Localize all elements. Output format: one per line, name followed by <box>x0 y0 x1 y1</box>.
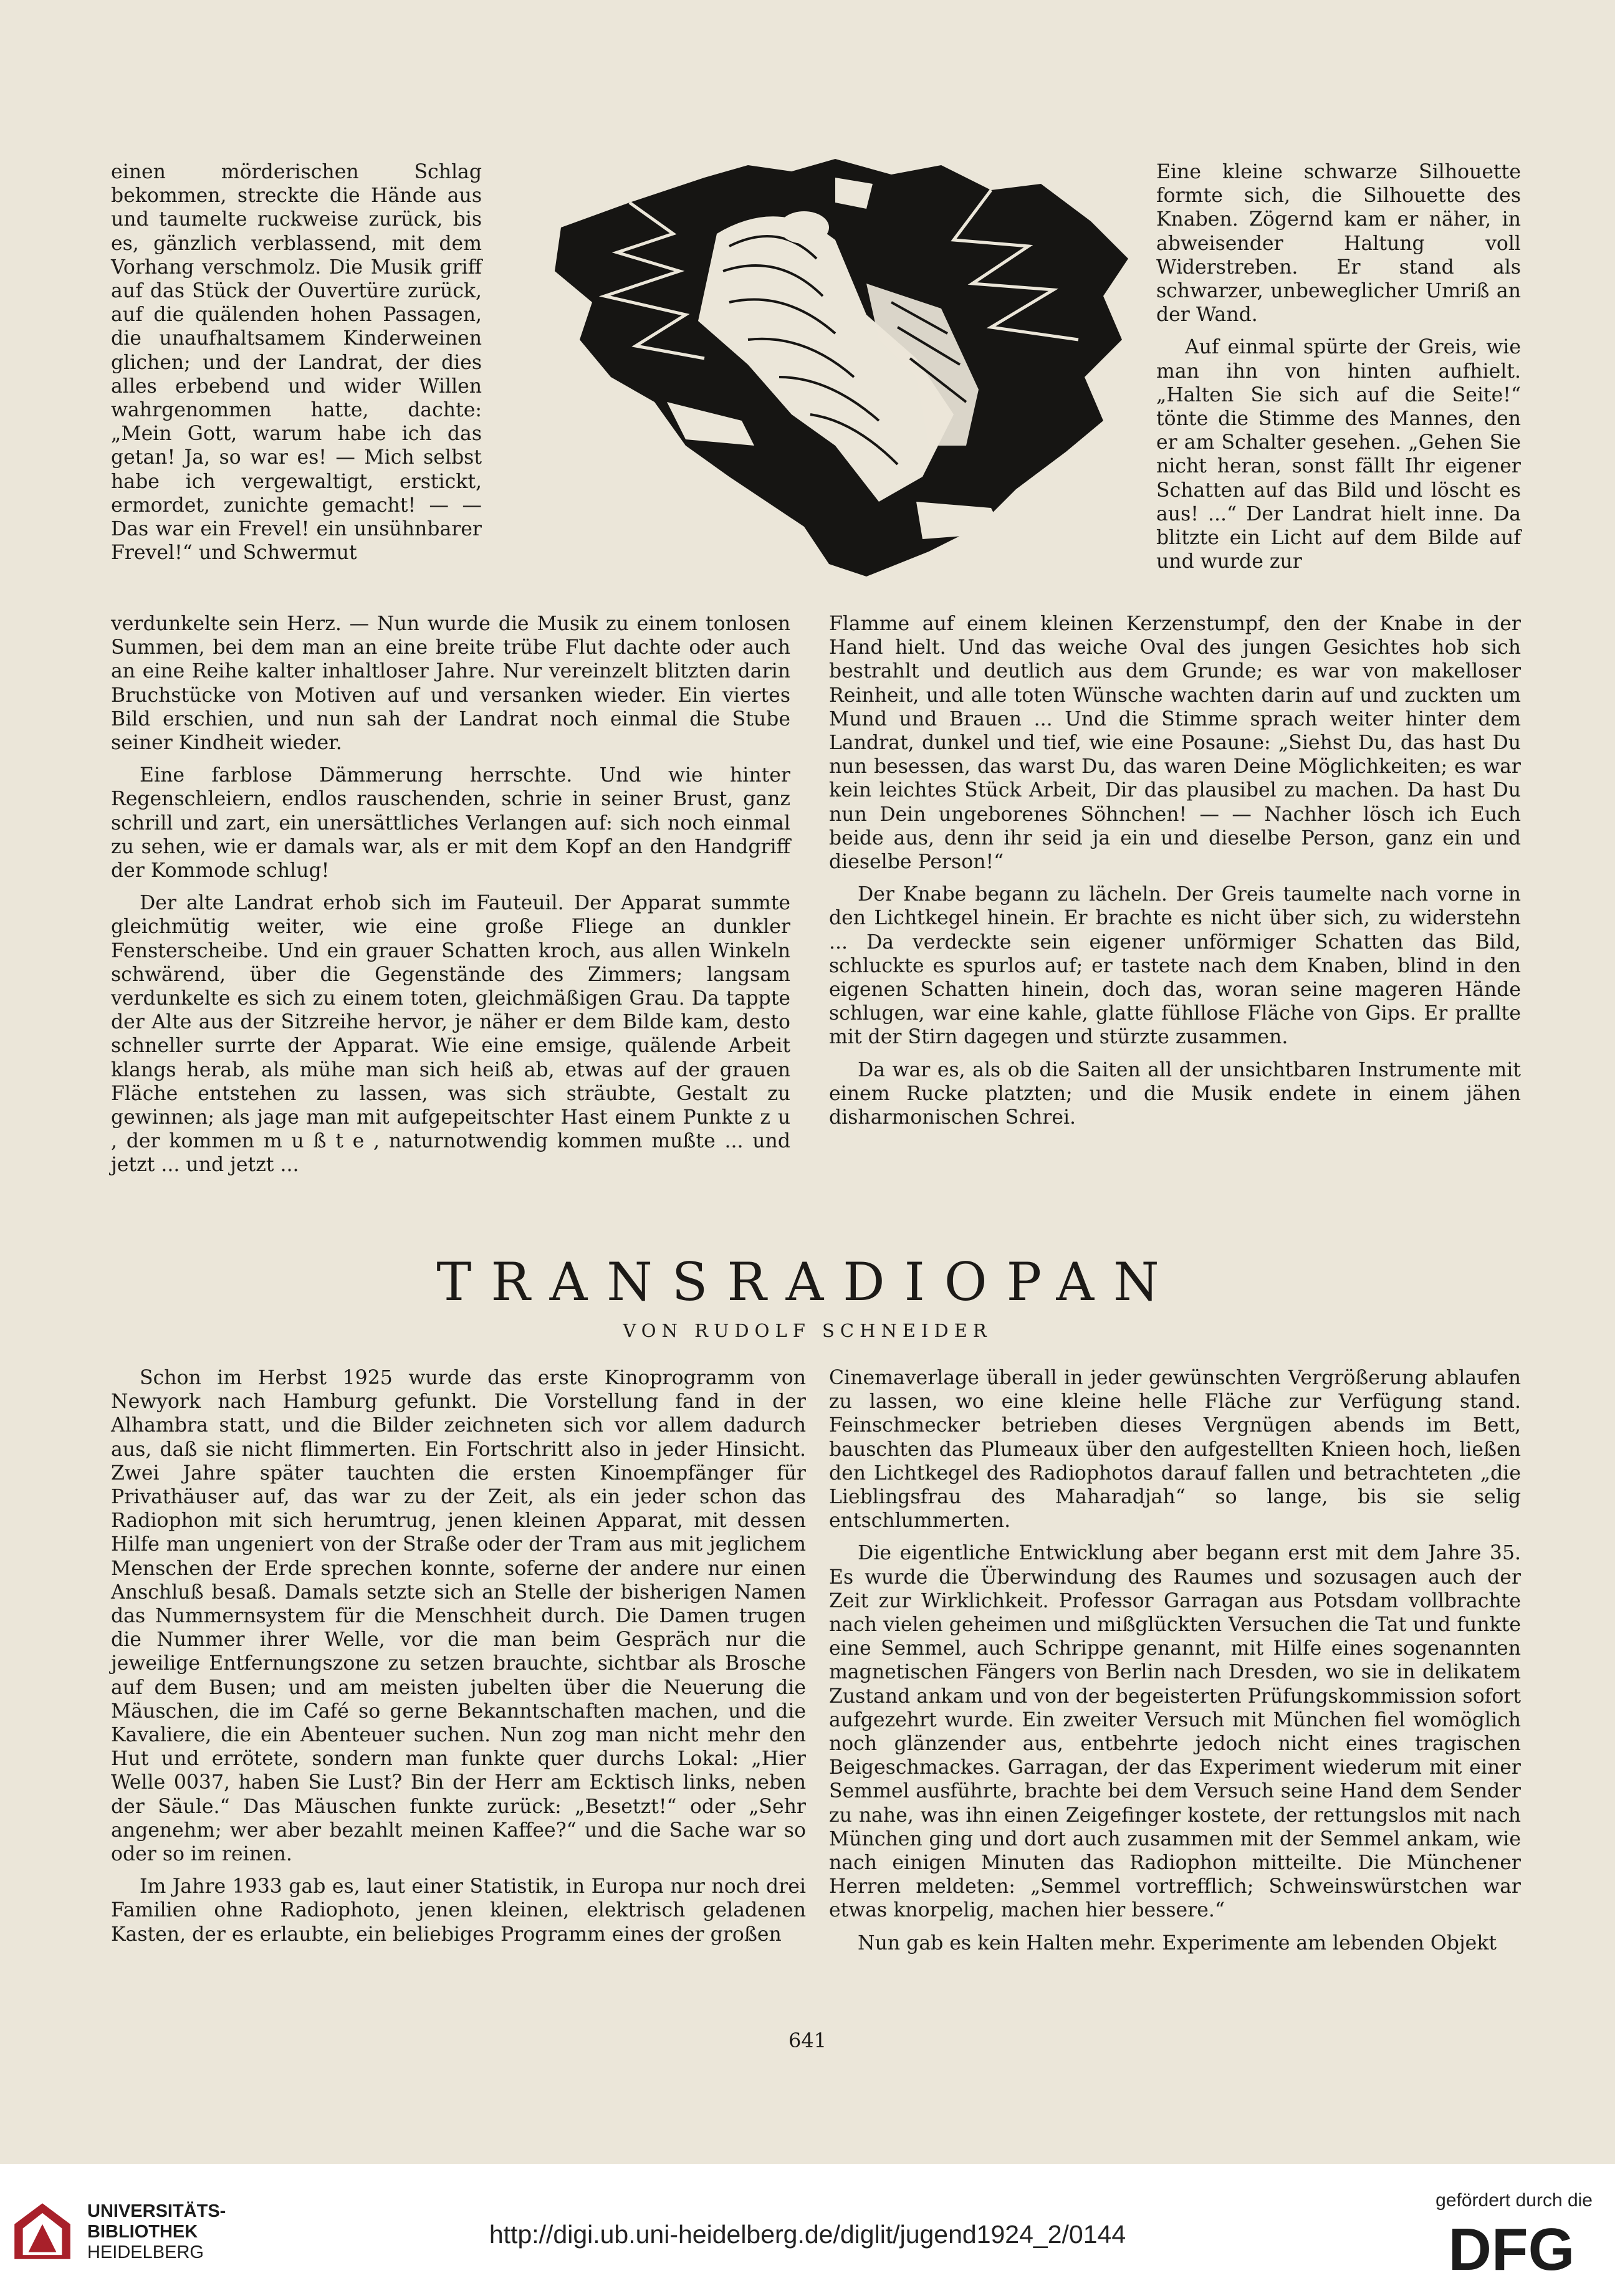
permalink-url[interactable]: http://digi.ub.uni-heidelberg.de/diglit/jugend1924_2/0144 <box>489 2220 1126 2249</box>
paragraph: Der alte Landrat erhob sich im Fauteuil. Der Apparat summte gleichmütig weiter, wie eine große Fliege an dunkler Fensterscheibe. Und ein grauer Schatten kroch, aus allen Winkeln schwärend, über die Gegenstände des Zimmers; langsam verdunkelte es sich zu einem toten, gleichmäßigen Grau. Da tappte der Alte aus der Sitzreihe hervor, je näher er dem Bilde kam, desto schneller surrte der Apparat. Wie eine emsige, quälende Arbeit klangs herab, als mühe man sich heiß ab, etwas auf der grauen Fläche entstehen zu lassen, was sich sträubte, Gestalt zu gewinnen; als jage man mit aufgepeitschter Hast einem Punkte z u , der kommen m u ß t e , naturnotwendig kommen mußte ... und jetzt ... und jetzt ... <box>111 892 790 1177</box>
paragraph: Eine kleine schwarze Silhouette formte sich, die Silhouette des Knaben. Zögernd kam er näher, in abweisender Haltung voll Widerstreben. Er stand als schwarzer, unbeweglicher Umriß an der Wand. <box>1156 161 1521 327</box>
paragraph: Da war es, als ob die Saiten all der unsichtbaren Instrumente mit einem Rucke platzten; und die Musik endete in einem jähen disharmonischen Schrei. <box>829 1058 1521 1129</box>
viewer-footer <box>0 2164 1615 2296</box>
story-column-left-top <box>111 160 482 573</box>
article-column-right <box>829 1366 1521 1964</box>
article-byline: VON RUDOLF SCHNEIDER <box>623 1320 992 1341</box>
page-number: 641 <box>788 2029 827 2052</box>
story-column-right <box>829 612 1521 1138</box>
paragraph: Cinemaverlage überall in jeder gewünschten Vergrößerung ablaufen zu lassen, wo eine kleine helle Fläche zur Verfügung stand. Feinschmecker betrieben dieses Vergnügen abends im Bett, bauschten das Plumeaux über den aufgestellten Knieen hoch, ließen den Lichtkegel des Radiophotos darauf fallen und betrachteten „die Lieblingsfrau des Maharadjah“ so lange, bis sie selig entschlummerten. <box>829 1367 1521 1533</box>
story-column-left <box>111 612 790 1186</box>
institution-name[interactable]: UNIVERSITÄTS- BIBLIOTHEK HEIDELBERG <box>87 2201 226 2262</box>
paragraph: Auf einmal spürte der Greis, wie man ihn von hinten aufhielt. „Halten Sie sich auf die Seite!“ tönte die Stimme des Mannes, den er am Schalter gesehen. „Gehen Sie nicht heran, sonst fällt Ihr eigener Schatten auf das Bild und löscht es aus! ...“ Der Landrat hielt inne. Da blitzte ein Licht auf dem Bilde auf und wurde zur <box>1156 336 1521 573</box>
paragraph: Im Jahre 1933 gab es, laut einer Statistik, in Europa nur noch drei Familien ohne Radiophoto, jenen kleinen, elektrisch geladenen Kasten, der es erlaubte, ein beliebiges Programm eines der großen <box>111 1875 806 1946</box>
story-column-right-top <box>1156 160 1521 582</box>
paragraph: verdunkelte sein Herz. — Nun wurde die Musik zu einem tonlosen Summen, bei dem man an eine breite trübe Flut dachte oder auch an eine Reihe kalter inhaltloser Jahre. Nur vereinzelt blitzten darin Bruchstücke von Motiven auf und versanken wieder. Ein viertes Bild erschien, und nun sah der Landrat noch einmal die Stube seiner Kindheit wieder. <box>111 613 790 755</box>
article-column-left <box>111 1366 806 1955</box>
paragraph: Die eigentliche Entwicklung aber begann erst mit dem Jahre 35. Es wurde die Überwindung des Raumes und sozusagen auch der Zeit zur Wirklichkeit. Professor Garragan aus Potsdam vollbrachte nach vielen geheimen und mißglückten Versuchen die Tat und funkte eine Semmel, auch Schrippe genannt, mit Hilfe eines sogenannten magnetischen Fängers von Berlin nach Dresden, wo sie in delikatem Zustand ankam und von der begeisterten Prüfungskommission sofort aufgezehrt wurde. Ein zweiter Versuch mit München fiel womöglich noch glänzender aus, entbehrte jedoch nicht eines tragischen Beigeschmackes. Garragan, der das Experiment wiederum mit einer Semmel ausführte, brachte bei dem Versuch seine Hand dem Sender zu nahe, was ihn einen Zeigefinger kostete, der rettungslos mit nach München ging und dort auch zusammen mit der Semmel ankam, wie nach einigen Minuten das Radiophon mitteilte. Die Münchener Herren meldeten: „Semmel vortrefflich; Schweinswürstchen war etwas knorpelig, machen hier bessere.“ <box>829 1542 1521 1922</box>
paragraph: Schon im Herbst 1925 wurde das erste Kinoprogramm von Newyork nach Hamburg gefunkt. Die Vorstellung fand in der Alhambra statt, und die Bilder zeichneten sich vor allem dadurch aus, daß sie nicht flimmerten. Ein Fortschritt also in jeder Hinsicht. Zwei Jahre später tauchten die ersten Kinoempfänger für Privathäuser auf, das war zu der Zeit, als ein jeder schon das Radiophon mit sich herumtrug, jenen kleinen Apparat, mit dessen Hilfe man ungeniert von der Straße oder der Tram aus mit jeglichem Menschen der Erde sprechen konnte, soferne der andere nur einen Anschluß besaß. Damals setzte sich an Stelle der bisherigen Namen das Nummernsystem für die Menschheit durch. Die Damen trugen die Nummer ihrer Welle, vor die man beim Gespräch nur die jeweilige Entfernungszone zu setzen brauchte, sichtbar als Brosche auf dem Busen; und am meisten jubelten über die Neuerung die Mäuschen, die im Café so gerne Bekanntschaften machen, und die Kavaliere, die ein Abenteuer suchen. Nun zog man nicht mehr den Hut und errötete, sondern man funkte quer durchs Lokal: „Hier Welle 0037, haben Sie Lust? Bin der Herr am Ecktisch links, neben der Säule.“ Das Mäuschen funkte zurück: „Besetzt!“ oder „Sehr angenehm; wer aber bezahlt meinen Kaffee?“ und die Sache war so oder so im reinen. <box>111 1367 806 1866</box>
paragraph: Eine farblose Dämmerung herrschte. Und wie hinter Regenschleiern, endlos rauschenden, schrie in seiner Brust, ganz schrill und zart, ein unersättliches Verlangen auf: sich noch einmal zu sehen, wie er damals war, als er mit dem Kopf an den Handgriff der Kommode schlug! <box>111 764 790 883</box>
paragraph: Flamme auf einem kleinen Kerzenstumpf, den der Knabe in der Hand hielt. Und das weiche Oval des jungen Gesichtes hob sich bestrahlt und deutlich aus dem Grunde; es war von makelloser Reinheit, und alle toten Wünsche wachten darin auf und zuckten um Mund und Brauen ... Und die Stimme sprach weiter hinter dem Landrat, dunkel und tief, wie eine Posaune: „Siehst Du, das hast Du nun besessen, das warst Du, das waren Deine Möglichkeiten; es war kein leichtes Stück Arbeit, Dir das plausibel zu machen. Da hast Du nun Dein ungeborenes Söhnchen! — — Nachher lösch ich Euch beide aus, denn ihr seid ja ein und dieselbe Person, ganz ein und dieselbe Person!“ <box>829 613 1521 874</box>
dfg-logo-text: DFG <box>1448 2219 1575 2276</box>
dfg-logo[interactable] <box>1430 2219 1593 2276</box>
funding-label: gefördert durch die <box>1435 2190 1593 2211</box>
article-title: TRANSRADIOPAN <box>436 1251 1179 1313</box>
paragraph: einen mörderischen Schlag bekommen, streckte die Hände aus und taumelte ruckweise zurück, bis es, gänzlich verblassend, mit dem Vorhang verschmolz. Die Musik griff auf das Stück der Ouvertüre zurück, auf die quälenden hohen Passagen, die unaufhaltsamem Kinderweinen glichen; und der Landrat, der dies alles erbebend und wider Willen wahrgenommen hatte, dachte: „Mein Gott, warum habe ich das getan! Ja, so war es! — Mich selbst habe ich vergewaltigt, erstickt, ermordet, zunichte gemacht! — — Das war ein Frevel! ein unsühnbarer Frevel!“ und Schwermut <box>111 161 482 565</box>
paragraph: Nun gab es kein Halten mehr. Experimente am lebenden Objekt <box>858 1931 1497 1954</box>
paragraph: Der Knabe begann zu lächeln. Der Greis taumelte nach vorne in den Lichtkegel hinein. Er brachte es nicht über sich, zu widerstehn ... Da verdeckte sein eigener unförmiger Schatten das Bild, schluckte es spurlos auf; er tastete nach dem Knaben, blind in den eigenen Schatten hinein, doch das, woran seine mageren Hände schlugen, war eine kahle, glatte fühllose Fläche von Gips. Er prallte mit der Stirn dagegen und stürzte zusammen. <box>829 883 1521 1049</box>
woodcut-illustration <box>542 153 1141 589</box>
